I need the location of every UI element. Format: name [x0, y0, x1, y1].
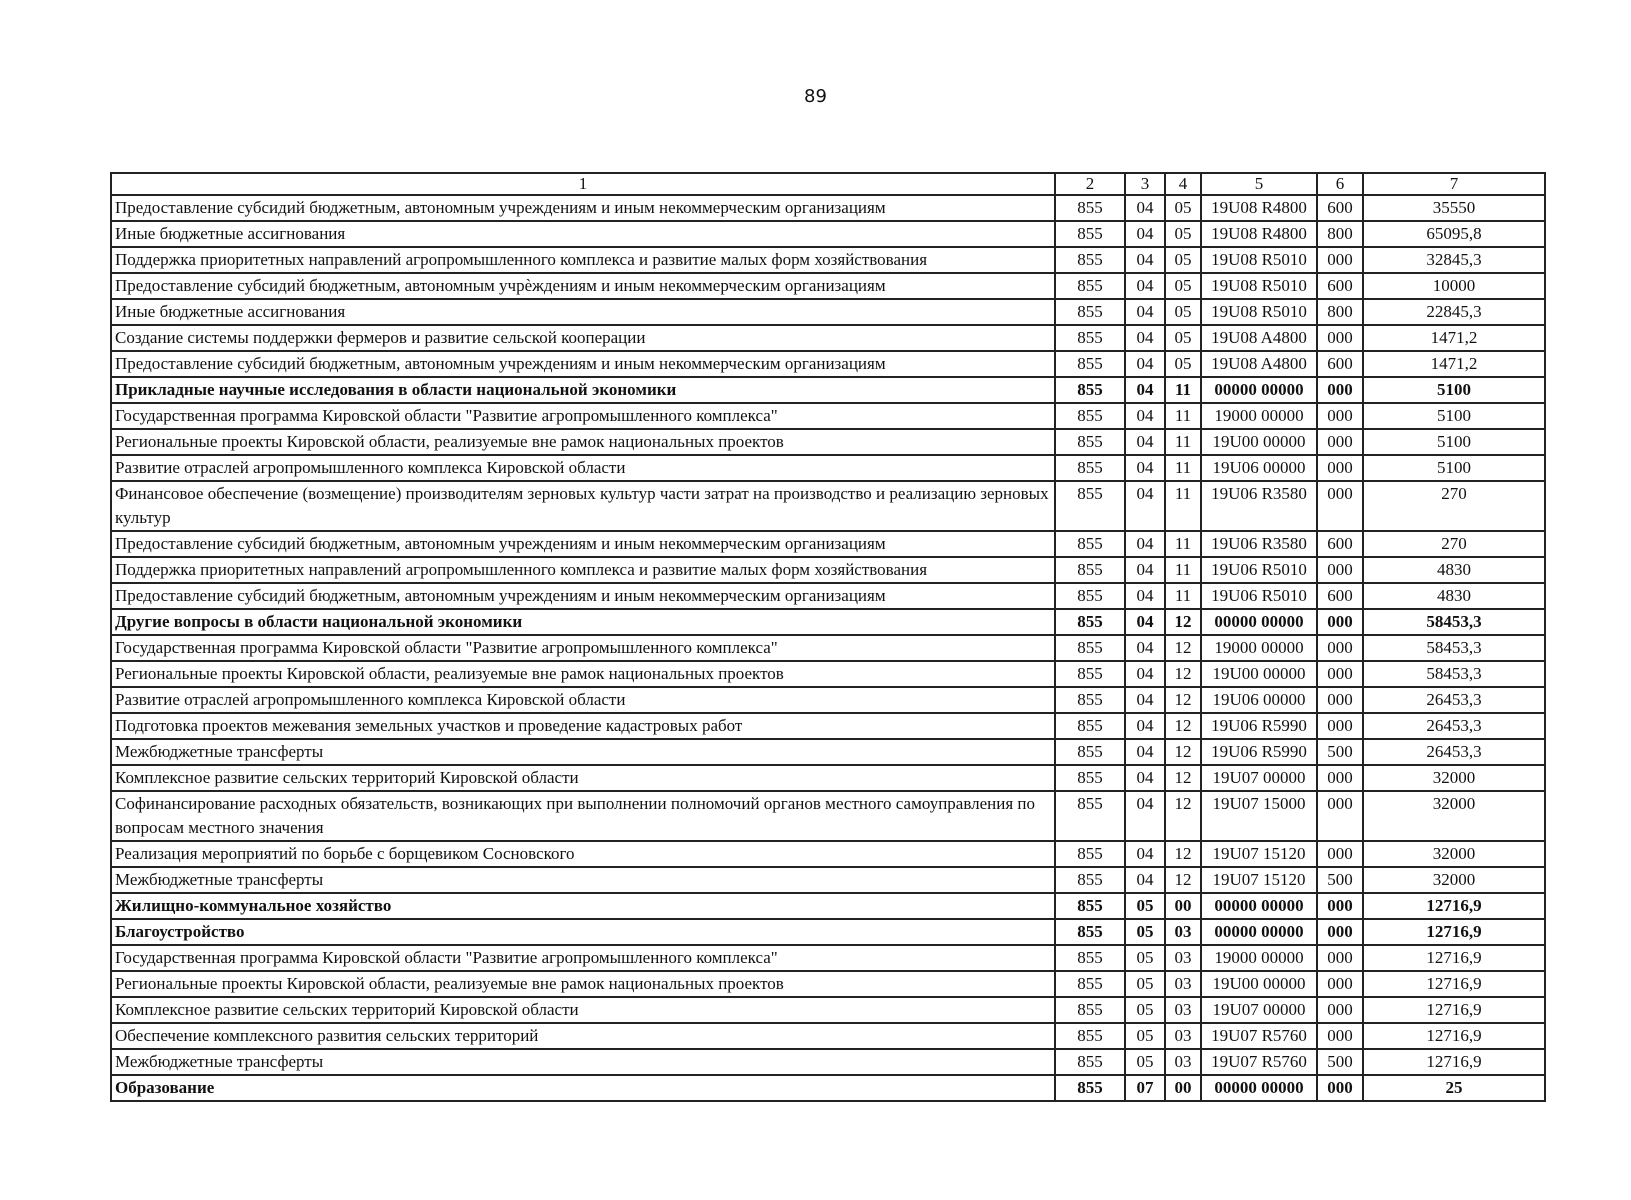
row-col5-cell: 00000 00000: [1201, 919, 1317, 945]
header-col-6: 6: [1317, 173, 1363, 195]
row-col5-cell: 19U08 R5010: [1201, 299, 1317, 325]
page-number: 89: [804, 86, 827, 107]
table-row: [111, 919, 1545, 945]
row-col6-cell: 000: [1317, 893, 1363, 919]
row-col3-cell: 04: [1125, 557, 1165, 583]
row-col6-cell: 500: [1317, 867, 1363, 893]
row-col7-cell: 58453,3: [1363, 609, 1545, 635]
row-col3-cell: 04: [1125, 765, 1165, 791]
row-col6-cell: 000: [1317, 687, 1363, 713]
row-col4-cell: 12: [1165, 765, 1201, 791]
header-col-1: 1: [111, 173, 1055, 195]
row-col3-cell: 05: [1125, 1049, 1165, 1075]
row-col5-cell: 19000 00000: [1201, 945, 1317, 971]
row-col2-cell: 855: [1055, 531, 1125, 557]
row-col4-cell: 05: [1165, 195, 1201, 221]
table-row: [111, 867, 1545, 893]
row-col3-cell: 04: [1125, 273, 1165, 299]
row-col7-cell: 270: [1363, 481, 1545, 531]
row-name-cell: Реализация мероприятий по борьбе с борщевиком Сосновского: [111, 841, 1055, 867]
row-col4-cell: 03: [1165, 1049, 1201, 1075]
row-name-cell: Предоставление субсидий бюджетным, автономным учреждениям и иным некоммерческим организациям: [111, 531, 1055, 557]
row-col4-cell: 12: [1165, 867, 1201, 893]
row-col2-cell: 855: [1055, 893, 1125, 919]
row-name-cell: Государственная программа Кировской области "Развитие агропромышленного комплекса": [111, 635, 1055, 661]
row-name-cell: Жилищно-коммунальное хозяйство: [111, 893, 1055, 919]
row-col7-cell: 270: [1363, 531, 1545, 557]
row-col6-cell: 000: [1317, 661, 1363, 687]
row-col2-cell: 855: [1055, 739, 1125, 765]
row-name-cell: Поддержка приоритетных направлений агропромышленного комплекса и развитие малых форм хозяйствования: [111, 557, 1055, 583]
row-col2-cell: 855: [1055, 377, 1125, 403]
row-col7-cell: 32845,3: [1363, 247, 1545, 273]
row-col6-cell: 000: [1317, 481, 1363, 531]
row-col7-cell: 10000: [1363, 273, 1545, 299]
row-col2-cell: 855: [1055, 945, 1125, 971]
row-name-cell: Региональные проекты Кировской области, реализуемые вне рамок национальных проектов: [111, 661, 1055, 687]
table-row: [111, 765, 1545, 791]
row-col4-cell: 05: [1165, 299, 1201, 325]
row-col2-cell: 855: [1055, 1075, 1125, 1101]
row-name-cell: Иные бюджетные ассигнования: [111, 299, 1055, 325]
row-col6-cell: 000: [1317, 791, 1363, 841]
table-body: [111, 195, 1545, 1101]
row-col3-cell: 04: [1125, 247, 1165, 273]
row-col3-cell: 04: [1125, 195, 1165, 221]
row-col6-cell: 000: [1317, 325, 1363, 351]
row-col5-cell: 19U00 00000: [1201, 971, 1317, 997]
row-col5-cell: 00000 00000: [1201, 893, 1317, 919]
row-col5-cell: 19U08 A4800: [1201, 351, 1317, 377]
row-name-cell: Комплексное развитие сельских территорий Кировской области: [111, 765, 1055, 791]
row-col6-cell: 000: [1317, 1023, 1363, 1049]
row-name-cell: Образование: [111, 1075, 1055, 1101]
row-col3-cell: 04: [1125, 609, 1165, 635]
row-col7-cell: 12716,9: [1363, 971, 1545, 997]
row-col4-cell: 12: [1165, 661, 1201, 687]
row-col2-cell: 855: [1055, 713, 1125, 739]
row-col7-cell: 26453,3: [1363, 687, 1545, 713]
row-col2-cell: 855: [1055, 299, 1125, 325]
table-row: [111, 945, 1545, 971]
row-col3-cell: 05: [1125, 997, 1165, 1023]
row-col7-cell: 1471,2: [1363, 351, 1545, 377]
row-col4-cell: 05: [1165, 273, 1201, 299]
row-col2-cell: 855: [1055, 429, 1125, 455]
row-name-cell: Развитие отраслей агропромышленного комплекса Кировской области: [111, 455, 1055, 481]
row-name-cell: Развитие отраслей агропромышленного комплекса Кировской области: [111, 687, 1055, 713]
row-col5-cell: 19U08 R5010: [1201, 247, 1317, 273]
table-row: [111, 661, 1545, 687]
row-col6-cell: 000: [1317, 945, 1363, 971]
row-col6-cell: 000: [1317, 841, 1363, 867]
row-col3-cell: 04: [1125, 635, 1165, 661]
row-col7-cell: 12716,9: [1363, 997, 1545, 1023]
row-col5-cell: 19U07 00000: [1201, 765, 1317, 791]
row-col3-cell: 04: [1125, 791, 1165, 841]
row-col6-cell: 000: [1317, 635, 1363, 661]
row-col5-cell: 19U00 00000: [1201, 429, 1317, 455]
row-col4-cell: 11: [1165, 403, 1201, 429]
header-col-4: 4: [1165, 173, 1201, 195]
row-col5-cell: 00000 00000: [1201, 609, 1317, 635]
row-name-cell: Региональные проекты Кировской области, реализуемые вне рамок национальных проектов: [111, 971, 1055, 997]
row-col3-cell: 04: [1125, 221, 1165, 247]
row-col4-cell: 05: [1165, 351, 1201, 377]
row-col5-cell: 19U08 A4800: [1201, 325, 1317, 351]
header-row: [111, 173, 1545, 195]
row-col2-cell: 855: [1055, 997, 1125, 1023]
row-col3-cell: 04: [1125, 377, 1165, 403]
row-col7-cell: 26453,3: [1363, 739, 1545, 765]
header-col-2: 2: [1055, 173, 1125, 195]
row-col3-cell: 04: [1125, 455, 1165, 481]
row-name-cell: Другие вопросы в области национальной экономики: [111, 609, 1055, 635]
row-col2-cell: 855: [1055, 221, 1125, 247]
row-col3-cell: 04: [1125, 687, 1165, 713]
table-row: [111, 791, 1545, 841]
row-col2-cell: 855: [1055, 687, 1125, 713]
table-row: [111, 299, 1545, 325]
row-col2-cell: 855: [1055, 325, 1125, 351]
table-row: [111, 583, 1545, 609]
row-col3-cell: 05: [1125, 893, 1165, 919]
table-row: [111, 377, 1545, 403]
table-row: [111, 429, 1545, 455]
row-col6-cell: 600: [1317, 195, 1363, 221]
row-col5-cell: 19000 00000: [1201, 403, 1317, 429]
row-col4-cell: 05: [1165, 221, 1201, 247]
table-row: [111, 531, 1545, 557]
row-col3-cell: 04: [1125, 867, 1165, 893]
row-col6-cell: 000: [1317, 377, 1363, 403]
row-col2-cell: 855: [1055, 919, 1125, 945]
row-col4-cell: 11: [1165, 481, 1201, 531]
row-col5-cell: 19U06 00000: [1201, 455, 1317, 481]
row-col5-cell: 19U06 R3580: [1201, 481, 1317, 531]
row-col2-cell: 855: [1055, 455, 1125, 481]
row-name-cell: Предоставление субсидий бюджетным, автономным учреждениям и иным некоммерческим организациям: [111, 195, 1055, 221]
row-col4-cell: 00: [1165, 893, 1201, 919]
row-col2-cell: 855: [1055, 195, 1125, 221]
row-col5-cell: 00000 00000: [1201, 1075, 1317, 1101]
row-col7-cell: 22845,3: [1363, 299, 1545, 325]
row-col5-cell: 19U07 15120: [1201, 867, 1317, 893]
row-col7-cell: 58453,3: [1363, 635, 1545, 661]
table-row: [111, 195, 1545, 221]
table-row: [111, 997, 1545, 1023]
row-name-cell: Предоставление субсидий бюджетным, автономным учрѐждениям и иным некоммерческим организациям: [111, 273, 1055, 299]
table-row: [111, 481, 1545, 531]
table-row: [111, 739, 1545, 765]
row-name-cell: Предоставление субсидий бюджетным, автономным учреждениям и иным некоммерческим организациям: [111, 351, 1055, 377]
row-col6-cell: 000: [1317, 609, 1363, 635]
row-col2-cell: 855: [1055, 867, 1125, 893]
row-col4-cell: 12: [1165, 687, 1201, 713]
row-col3-cell: 04: [1125, 713, 1165, 739]
row-col2-cell: 855: [1055, 791, 1125, 841]
row-col6-cell: 000: [1317, 403, 1363, 429]
row-col7-cell: 5100: [1363, 455, 1545, 481]
table-row: [111, 557, 1545, 583]
row-name-cell: Государственная программа Кировской области "Развитие агропромышленного комплекса": [111, 945, 1055, 971]
row-col2-cell: 855: [1055, 273, 1125, 299]
row-col3-cell: 04: [1125, 531, 1165, 557]
row-col5-cell: 19U08 R5010: [1201, 273, 1317, 299]
row-col5-cell: 19U08 R4800: [1201, 221, 1317, 247]
table-row: [111, 609, 1545, 635]
row-col4-cell: 12: [1165, 635, 1201, 661]
table-row: [111, 325, 1545, 351]
row-col7-cell: 12716,9: [1363, 945, 1545, 971]
row-col3-cell: 04: [1125, 739, 1165, 765]
row-col5-cell: 19U06 R5990: [1201, 739, 1317, 765]
row-col2-cell: 855: [1055, 765, 1125, 791]
table-row: [111, 687, 1545, 713]
row-col7-cell: 5100: [1363, 403, 1545, 429]
row-name-cell: Региональные проекты Кировской области, реализуемые вне рамок национальных проектов: [111, 429, 1055, 455]
row-col7-cell: 32000: [1363, 791, 1545, 841]
row-name-cell: Комплексное развитие сельских территорий Кировской области: [111, 997, 1055, 1023]
row-col3-cell: 04: [1125, 481, 1165, 531]
row-col2-cell: 855: [1055, 351, 1125, 377]
row-col7-cell: 4830: [1363, 583, 1545, 609]
row-col7-cell: 65095,8: [1363, 221, 1545, 247]
row-col4-cell: 03: [1165, 919, 1201, 945]
table-row: [111, 455, 1545, 481]
row-col4-cell: 11: [1165, 557, 1201, 583]
table-row: [111, 893, 1545, 919]
row-col7-cell: 25: [1363, 1075, 1545, 1101]
row-col6-cell: 000: [1317, 557, 1363, 583]
row-col3-cell: 04: [1125, 351, 1165, 377]
row-col7-cell: 58453,3: [1363, 661, 1545, 687]
row-col3-cell: 05: [1125, 971, 1165, 997]
row-col7-cell: 32000: [1363, 765, 1545, 791]
table-row: [111, 221, 1545, 247]
row-col7-cell: 35550: [1363, 195, 1545, 221]
table-row: [111, 635, 1545, 661]
row-col3-cell: 04: [1125, 325, 1165, 351]
header-col-5: 5: [1201, 173, 1317, 195]
budget-table: [110, 172, 1546, 1102]
row-col7-cell: 1471,2: [1363, 325, 1545, 351]
row-col4-cell: 05: [1165, 247, 1201, 273]
row-col3-cell: 05: [1125, 1023, 1165, 1049]
row-col5-cell: 19U06 R5010: [1201, 557, 1317, 583]
row-col7-cell: 4830: [1363, 557, 1545, 583]
row-col4-cell: 05: [1165, 325, 1201, 351]
row-col3-cell: 04: [1125, 583, 1165, 609]
row-col3-cell: 04: [1125, 661, 1165, 687]
row-col3-cell: 07: [1125, 1075, 1165, 1101]
row-col5-cell: 19U07 00000: [1201, 997, 1317, 1023]
row-col6-cell: 600: [1317, 583, 1363, 609]
row-col4-cell: 03: [1165, 971, 1201, 997]
row-col4-cell: 11: [1165, 455, 1201, 481]
row-col3-cell: 05: [1125, 945, 1165, 971]
row-col2-cell: 855: [1055, 609, 1125, 635]
row-col6-cell: 600: [1317, 273, 1363, 299]
row-name-cell: Иные бюджетные ассигнования: [111, 221, 1055, 247]
row-col2-cell: 855: [1055, 971, 1125, 997]
row-col3-cell: 05: [1125, 919, 1165, 945]
row-col4-cell: 00: [1165, 1075, 1201, 1101]
row-col6-cell: 000: [1317, 765, 1363, 791]
row-col2-cell: 855: [1055, 1049, 1125, 1075]
header-col-3: 3: [1125, 173, 1165, 195]
row-col6-cell: 000: [1317, 713, 1363, 739]
row-col3-cell: 04: [1125, 403, 1165, 429]
row-name-cell: Создание системы поддержки фермеров и развитие сельской кооперации: [111, 325, 1055, 351]
header-col-7: 7: [1363, 173, 1545, 195]
row-name-cell: Предоставление субсидий бюджетным, автономным учреждениям и иным некоммерческим организациям: [111, 583, 1055, 609]
row-col2-cell: 855: [1055, 841, 1125, 867]
row-name-cell: Финансовое обеспечение (возмещение) производителям зерновых культур части затрат на производство и реализацию зерновых культур: [111, 481, 1055, 531]
row-col2-cell: 855: [1055, 481, 1125, 531]
row-col7-cell: 32000: [1363, 841, 1545, 867]
row-col4-cell: 12: [1165, 739, 1201, 765]
row-col6-cell: 000: [1317, 919, 1363, 945]
row-col5-cell: 19U06 00000: [1201, 687, 1317, 713]
row-col6-cell: 000: [1317, 455, 1363, 481]
row-col4-cell: 03: [1165, 1023, 1201, 1049]
row-col6-cell: 600: [1317, 351, 1363, 377]
row-col6-cell: 800: [1317, 221, 1363, 247]
row-col2-cell: 855: [1055, 247, 1125, 273]
row-col4-cell: 11: [1165, 377, 1201, 403]
table-row: [111, 971, 1545, 997]
row-col5-cell: 19U07 15000: [1201, 791, 1317, 841]
row-col7-cell: 26453,3: [1363, 713, 1545, 739]
row-col5-cell: 19U08 R4800: [1201, 195, 1317, 221]
row-col5-cell: 19000 00000: [1201, 635, 1317, 661]
row-col5-cell: 00000 00000: [1201, 377, 1317, 403]
row-col4-cell: 11: [1165, 531, 1201, 557]
row-col5-cell: 19U06 R3580: [1201, 531, 1317, 557]
table-row: [111, 247, 1545, 273]
table-row: [111, 273, 1545, 299]
row-name-cell: Обеспечение комплексного развития сельских территорий: [111, 1023, 1055, 1049]
row-col7-cell: 12716,9: [1363, 1049, 1545, 1075]
row-col2-cell: 855: [1055, 1023, 1125, 1049]
row-col4-cell: 12: [1165, 713, 1201, 739]
row-col7-cell: 12716,9: [1363, 893, 1545, 919]
row-name-cell: Благоустройство: [111, 919, 1055, 945]
row-col4-cell: 11: [1165, 583, 1201, 609]
table-row: [111, 841, 1545, 867]
row-name-cell: Государственная программа Кировской области "Развитие агропромышленного комплекса": [111, 403, 1055, 429]
row-col5-cell: 19U07 R5760: [1201, 1049, 1317, 1075]
row-name-cell: Межбюджетные трансферты: [111, 739, 1055, 765]
row-col7-cell: 12716,9: [1363, 1023, 1545, 1049]
row-col3-cell: 04: [1125, 429, 1165, 455]
row-col2-cell: 855: [1055, 403, 1125, 429]
row-name-cell: Поддержка приоритетных направлений агропромышленного комплекса и развитие малых форм хозяйствования: [111, 247, 1055, 273]
row-col6-cell: 000: [1317, 1075, 1363, 1101]
row-col6-cell: 000: [1317, 971, 1363, 997]
row-name-cell: Прикладные научные исследования в области национальной экономики: [111, 377, 1055, 403]
row-name-cell: Межбюджетные трансферты: [111, 1049, 1055, 1075]
table-row: [111, 1023, 1545, 1049]
row-col5-cell: 19U06 R5010: [1201, 583, 1317, 609]
row-col2-cell: 855: [1055, 557, 1125, 583]
row-col5-cell: 19U07 15120: [1201, 841, 1317, 867]
row-col6-cell: 500: [1317, 1049, 1363, 1075]
row-col7-cell: 32000: [1363, 867, 1545, 893]
row-col2-cell: 855: [1055, 583, 1125, 609]
table-row: [111, 1075, 1545, 1101]
table-row: [111, 1049, 1545, 1075]
row-col4-cell: 03: [1165, 945, 1201, 971]
row-col4-cell: 12: [1165, 841, 1201, 867]
row-col7-cell: 5100: [1363, 377, 1545, 403]
row-col6-cell: 500: [1317, 739, 1363, 765]
row-col2-cell: 855: [1055, 661, 1125, 687]
row-col4-cell: 12: [1165, 791, 1201, 841]
row-name-cell: Софинансирование расходных обязательств, возникающих при выполнении полномочий органов местного самоуправления по вопросам местного значения: [111, 791, 1055, 841]
row-name-cell: Подготовка проектов межевания земельных участков и проведение кадастровых работ: [111, 713, 1055, 739]
row-col7-cell: 5100: [1363, 429, 1545, 455]
row-name-cell: Межбюджетные трансферты: [111, 867, 1055, 893]
row-col5-cell: 19U06 R5990: [1201, 713, 1317, 739]
row-col6-cell: 000: [1317, 247, 1363, 273]
row-col3-cell: 04: [1125, 299, 1165, 325]
row-col4-cell: 12: [1165, 609, 1201, 635]
row-col5-cell: 19U07 R5760: [1201, 1023, 1317, 1049]
row-col2-cell: 855: [1055, 635, 1125, 661]
row-col6-cell: 600: [1317, 531, 1363, 557]
row-col6-cell: 800: [1317, 299, 1363, 325]
row-col6-cell: 000: [1317, 997, 1363, 1023]
row-col3-cell: 04: [1125, 841, 1165, 867]
row-col4-cell: 11: [1165, 429, 1201, 455]
table-row: [111, 403, 1545, 429]
row-col5-cell: 19U00 00000: [1201, 661, 1317, 687]
row-col4-cell: 03: [1165, 997, 1201, 1023]
row-col6-cell: 000: [1317, 429, 1363, 455]
table-row: [111, 351, 1545, 377]
table-row: [111, 713, 1545, 739]
row-col7-cell: 12716,9: [1363, 919, 1545, 945]
